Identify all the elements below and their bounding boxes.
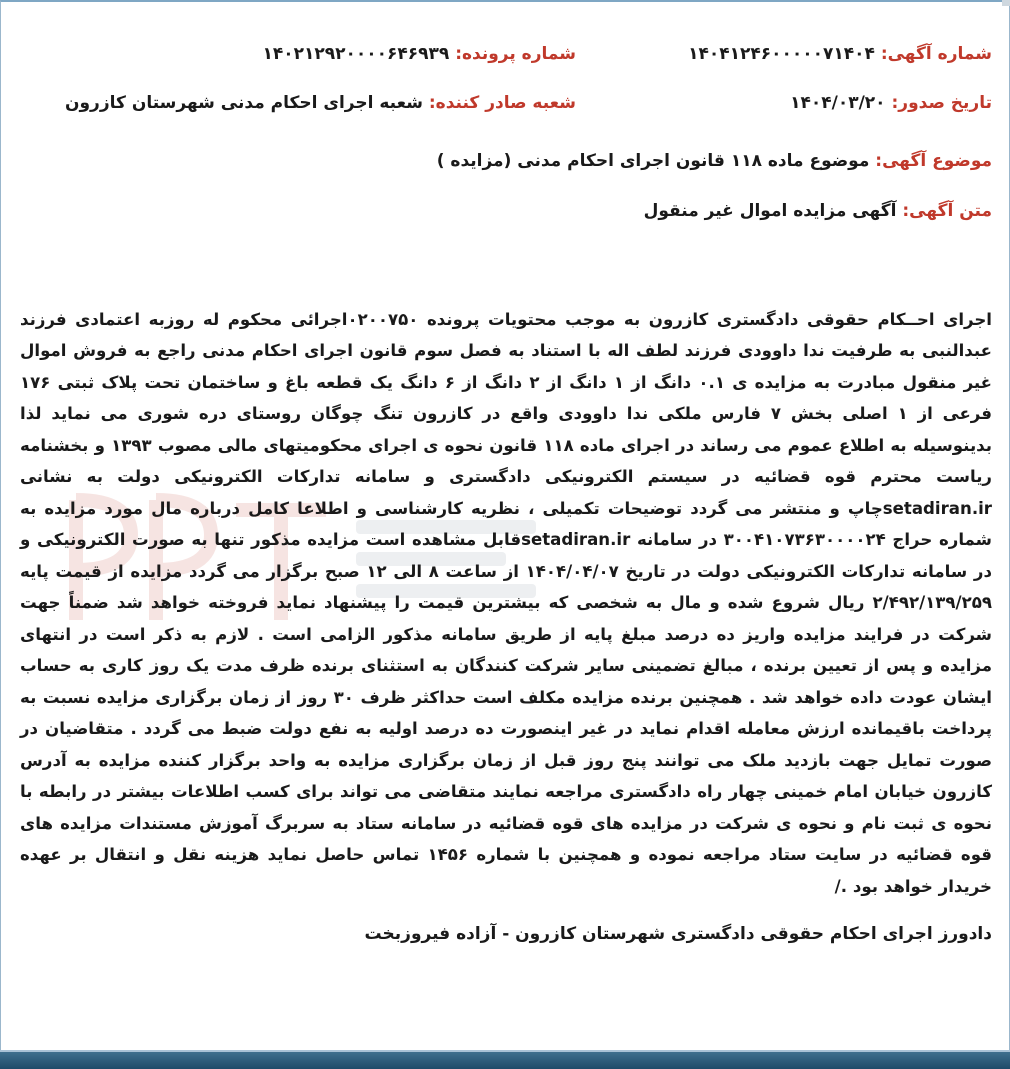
notice-number-value: ۱۴۰۴۱۲۴۶۰۰۰۰۰۷۱۴۰۴ — [688, 44, 875, 64]
issue-date-label: تاریخ صدور: — [891, 93, 992, 113]
case-number-value: ۱۴۰۲۱۲۹۲۰۰۰۰۶۴۶۹۳۹ — [262, 44, 450, 64]
issuing-branch — [65, 93, 576, 113]
meta-row-date — [20, 93, 992, 123]
issue-date — [790, 93, 992, 113]
issue-date-value: ۱۴۰۴/۰۳/۲۰ — [790, 93, 886, 113]
notice-number — [688, 44, 992, 64]
case-number-label: شماره پرونده: — [455, 44, 576, 64]
notice-subject-value: موضوع ماده ۱۱۸ قانون اجرای احکام مدنی (مزایده ) — [436, 151, 870, 171]
notice-subject-label: موضوع آگهی: — [875, 151, 992, 171]
window-corner — [1002, 0, 1010, 6]
notice-text-label: متن آگهی: — [902, 201, 992, 221]
bottom-bar — [0, 1052, 1010, 1069]
notice-number-label: شماره آگهی: — [880, 44, 992, 64]
meta-row-numbers — [20, 44, 992, 74]
case-number — [262, 44, 576, 64]
meta-row-text — [20, 201, 992, 231]
meta-row-subject — [20, 151, 992, 181]
issuing-branch-value: شعبه اجرای احکام مدنی شهرستان کازرون — [64, 93, 423, 113]
notice-text-value: آگهی مزایده اموال غیر منقول — [643, 201, 897, 221]
notice-text-title — [644, 201, 992, 221]
signature: دادورز اجرای احکام حقوقی دادگستری شهرستان کازرون - آزاده فیروزبخت — [364, 924, 992, 944]
notice-subject — [437, 151, 992, 171]
issuing-branch-label: شعبه صادر کننده: — [428, 93, 576, 113]
notice-body: اجرای احــکام حقوقی دادگستری کازرون به موجب محتویات پرونده ۰۲۰۰۷۵۰اجرائی محکوم له روزبه اعتمادی فرزند عبدالنبی به طرفیت ندا داوودی فرزند لطف اله با استناد به فصل سوم قانون اجرای احکام مدنی راجع به فروش اموال غیر منقول مبادرت به مزایده ی ۰.۱ دانگ از ۱ دانگ از ۲ دانگ از ۶ دانگ یک قطعه باغ و ساختمان تحت پلاک ثبتی ۱۷۶ فرعی از ۱ اصلی بخش ۷ فارس ملکی ندا داوودی واقع در کازرون تنگ چوگان روستای دره شوری می نماید لذا بدینوسیله به اطلاع عموم می رساند در اجرای ماده ۱۱۸ قانون نحوه ی اجرای محکومیتهای مالی مصوب ۱۳۹۳ و بخشنامه ریاست محترم قوه قضائیه در سیستم الکترونیکی دادگستری و سامانه تدارکات الکترونیکی دولت به نشانی setadiran.irچاپ و منتشر می گردد توضیحات تکمیلی ، نظریه کارشناسی و اطلاعا کامل درباره مال مورد مزایده به شماره حراج ۳۰۰۴۱۰۷۳۶۳۰۰۰۰۲۴ در سامانه setadiran.irقابل مشاهده است مزایده مذکور تنها به صورت الکترونیکی و در سامانه تدارکات الکترونیکی دولت در تاریخ ۱۴۰۴/۰۴/۰۷ از ساعت ۸ الی ۱۲ صبح برگزار می گردد مزایده از قیمت پایه ۲/۴۹۲/۱۳۹/۲۵۹ ریال شروع شده و مال به شخصی که بیشترین قیمت را پیشنهاد نماید فروخته خواهد شد ضمناً جهت شرکت در فرایند مزایده واریز ده درصد مبلغ پایه از طریق سامانه مذکور الزامی است . لازم به ذکر است در انتهای مزایده و پس از تعیین برنده ، مبالغ تضمینی سایر شرکت کنندگان به استثنای برنده ظرف مدت یک روز کاری به حساب ایشان عودت داده خواهد شد . همچنین برنده مزایده مکلف است حداکثر ظرف ۳۰ روز از زمان برگزاری مزایده نسبت به پرداخت باقیمانده ارزش معامله اقدام نماید در غیر اینصورت ده درصد اولیه به نفع دولت ضبط می گردد . متقاضیان در صورت تمایل جهت بازدید ملک می توانند پنج روز قبل از زمان برگزاری مزایده به واحد برگزار کننده مزایده به آدرس کازرون خیابان امام خمینی چهار راه دادگستری مراجعه نمایند متقاضی می تواند برای کسب اطلاعات بیشتر در رابطه با نحوه ی ثبت نام و نحوه ی شرکت در مزایده های قوه قضائیه در سامانه ستاد به سربرگ آموزش مستندات مزایده های قوه قضائیه در سایت ستاد مراجعه نموده و همچنین با شماره ۱۴۵۶ تماس حاصل نماید هزینه نقل و انتقال بر عهده خریدار خواهد بود ./ — [20, 309, 993, 896]
